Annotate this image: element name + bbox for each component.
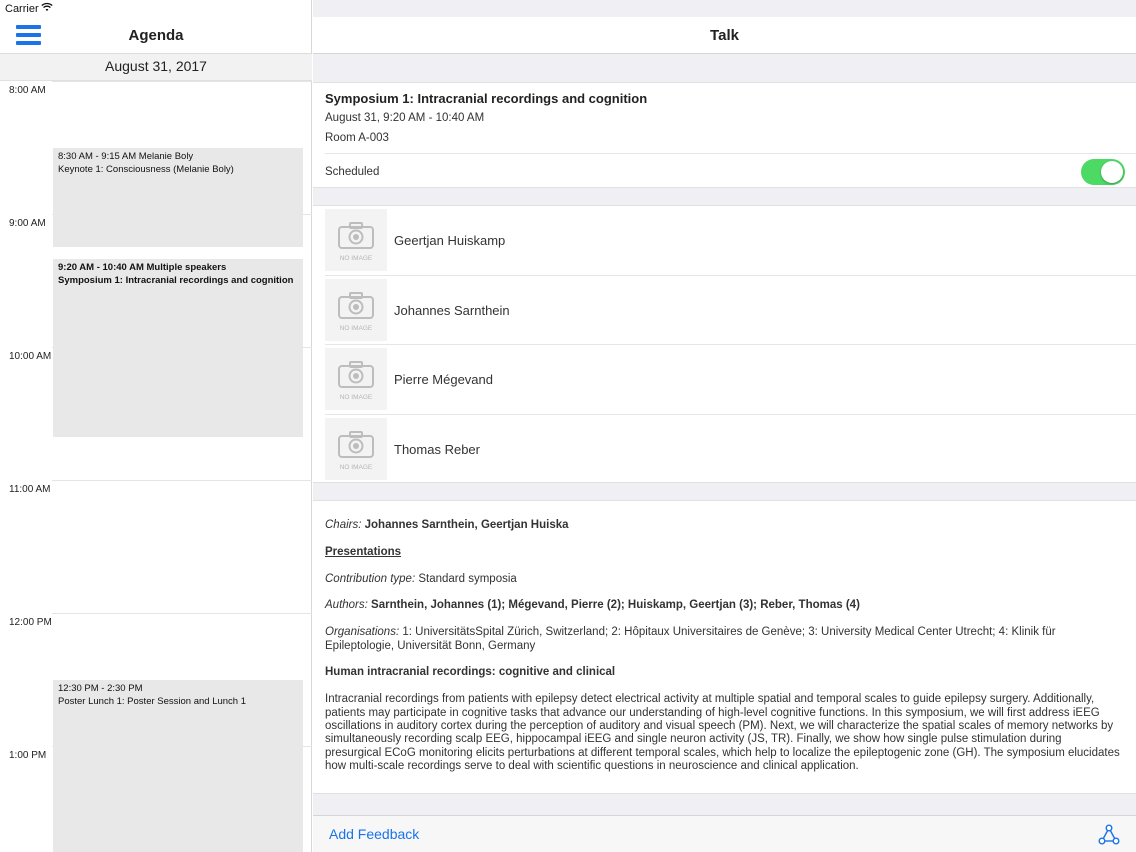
presentations-label: Presentations [325,545,402,558]
talk-nav-title: Talk [710,27,739,44]
no-image-label: NO IMAGE [339,324,373,332]
hour-label: 1:00 PM [9,750,47,761]
event-title: Keynote 1: Consciousness (Melanie Boly) [58,164,234,175]
speaker-name: Pierre Mégevand [394,372,493,387]
speaker-row[interactable] [325,345,1136,415]
abstract-text: Intracranial recordings from patients with epilepsy detect electrical activity at multiple spatial and temporal scales to guide epilepsy surgery. Additionally, patients may participate in cognitive tasks that advance our understanding of high-level cognitive functions. In this symposium, we will first address iEEG oscillations in auditory cortex during the perception of auditory and visual speech (PM). Next, we will characterize the spatial scales of memory networks by simultaneously recording scalp EEG, hippocampal iEEG and single neuron activity (JS, TR). Finally, we show how single pulse stimulation during presurgical ECoG monitoring elicits perturbations at different temporal scales, which help to localize the epileptogenic zone (GH). The symposium elucidates how multi-scale recordings serve to deal with scientific questions in neuroscience and clinical application. [325,693,1120,773]
camera-icon [338,430,374,458]
hour-label: 11:00 AM [9,484,51,495]
speaker-row[interactable] [325,206,1136,276]
event-time: 8:30 AM - 9:15 AM Melanie Boly [58,151,194,162]
hour-label: 8:00 AM [9,85,46,96]
bottom-toolbar [313,815,1136,852]
authors-value: Sarnthein, Johannes (1); Mégevand, Pierre (2); Huiskamp, Geertjan (3); Reber, Thomas (4) [371,599,860,612]
hour-line [52,81,312,82]
speaker-name: Geertjan Huiskamp [394,233,506,248]
carrier-label: Carrier [5,3,39,15]
scheduled-toggle[interactable] [1081,159,1125,185]
speaker-photo [325,418,387,480]
talk-nav-bar [313,17,1136,54]
presentations-heading [325,546,1120,559]
no-image-label: NO IMAGE [339,394,373,401]
event-title: Symposium 1: Intracranial recordings and cognition [58,275,294,286]
camera-icon [338,221,374,249]
speaker-photo [325,348,387,410]
hour-label: 12:00 PM [9,617,52,628]
speakers-list [313,205,1136,483]
speaker-photo [325,279,387,341]
camera-icon [338,360,374,388]
chairs-value: Johannes Sarnthein, Geertjan Huiska [364,519,569,531]
hour-line [52,480,312,481]
speaker-row[interactable] [325,276,1136,346]
talk-time: August 31, 9:20 AM - 10:40 AM [325,112,485,124]
organisations-line [325,626,1120,653]
no-image-label: NO IMAGE [339,463,373,471]
agenda-title: Agenda [128,27,184,44]
agenda-date: August 31, 2017 [0,54,312,81]
hour-label: 9:00 AM [9,218,46,229]
authors-label: Authors: [325,599,368,612]
speaker-name: Johannes Sarnthein [394,302,510,318]
hour-line [52,613,312,614]
toggle-knob [1101,161,1123,183]
agenda-event-poster-lunch[interactable] [53,680,303,852]
hour-label: 10:00 AM [9,351,52,362]
contribution-label: Contribution type: [325,572,416,585]
scheduled-label: Scheduled [325,166,380,178]
talk-room: Room A-003 [325,132,389,144]
agenda-nav-bar [0,17,312,54]
scheduled-row [325,153,1136,188]
agenda-panel [0,0,312,852]
agenda-event-symposium[interactable] [53,259,303,437]
speaker-name: Thomas Reber [394,441,480,457]
organisations-value: 1: UniversitätsSpital Zürich, Switzerland; 2: Hôpitaux Universitaires de Genève; 3: University Medical Center Utrecht; 4: Klinik für Epileptologie, Universität Bonn, Germany [325,626,1056,652]
talk-panel [313,0,1136,852]
event-time: 12:30 PM - 2:30 PM [58,683,143,694]
add-feedback-button[interactable]: Add Feedback [329,826,420,842]
speaker-photo [325,209,387,271]
speaker-row[interactable] [325,415,1136,485]
talk-description [313,500,1136,794]
camera-icon [338,291,374,319]
agenda-timeline[interactable] [0,81,312,852]
talk-title: Symposium 1: Intracranial recordings and cognition [325,91,648,106]
share-icon[interactable] [1098,824,1120,846]
event-title: Poster Lunch 1: Poster Session and Lunch 1 [58,696,247,707]
no-image-label: NO IMAGE [339,255,373,262]
contribution-line [325,573,1120,586]
authors-line [325,599,1120,612]
event-time: 9:20 AM - 10:40 AM Multiple speakers [58,262,227,273]
talk-info-card [313,82,1136,188]
chairs-line [325,519,1120,532]
abstract-title: Human intracranial recordings: cognitive and clinical [325,666,616,679]
organisations-label: Organisations: [325,626,400,639]
contribution-value: Standard symposia [418,572,517,585]
agenda-event-keynote[interactable] [53,148,303,247]
chairs-label: Chairs: [325,519,362,531]
